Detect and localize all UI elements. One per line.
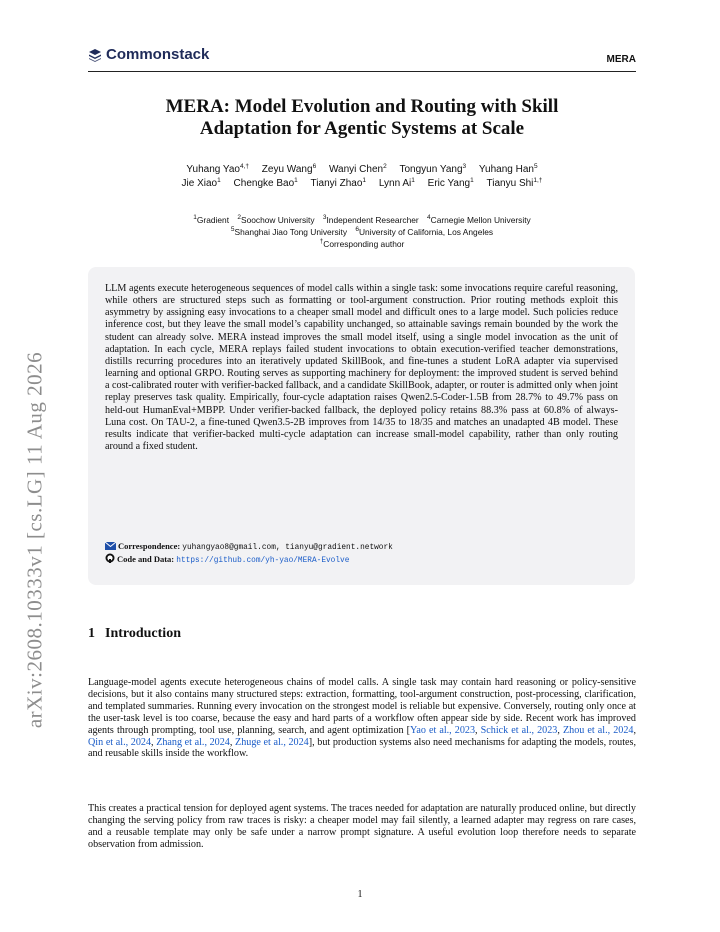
affiliation: $^4$Carnegie Mellon University: [427, 214, 531, 225]
section-number: 1: [88, 626, 95, 641]
code-line: [105, 553, 349, 567]
author: Yuhang Yao$^{4,\dagger}$: [186, 163, 250, 175]
code-url-link[interactable]: https://github.com/yh-yao/MERA-Evolve: [176, 557, 350, 565]
citation-link[interactable]: Zhuge et al., 2024: [235, 736, 309, 748]
affiliation: $^3$Independent Researcher: [322, 214, 419, 225]
title-line-1: MERA: Model Evolution and Routing with Skill: [165, 96, 559, 117]
author: Lynn Ai$^1$: [378, 177, 415, 189]
logo-icon: [88, 48, 102, 62]
paper-title: [88, 96, 636, 140]
abstract-box: [88, 267, 635, 585]
title-line-2: Adaptation for Agentic Systems at Scale: [199, 118, 525, 139]
author: Chengke Bao$^1$: [233, 177, 298, 189]
page-header: [88, 45, 636, 72]
mail-icon: [105, 542, 116, 550]
running-title: MERA: [606, 54, 636, 65]
author: Tianyi Zhao$^1$: [310, 177, 367, 189]
author-row-2: [88, 177, 636, 191]
citation-link[interactable]: Yao et al., 2023: [410, 724, 476, 736]
affiliation-row-2: [88, 226, 636, 238]
affiliation-row-1: [88, 214, 636, 226]
affiliation: $^5$Shanghai Jiao Tong University: [230, 226, 348, 237]
paragraph-2: This creates a practical tension for deployed agent systems. The traces needed for adaptation are naturally produced online, but directly changing the serving policy from raw traces is risky: a cheaper model may fail silently, a learned adapter may regress on rare cases, and a reusable template may only be safe under a narrow prompt signature. A useful evolution loop therefore needs to separate observation from admission.: [88, 803, 636, 850]
github-icon: [105, 553, 115, 563]
paragraph-1: Language-model agents execute heterogeneous chains of model calls. A single task may contain hard reasoning or policy-sensitive decisions, but it also contains many structured steps: extraction, formatting, tool-argument construction, post-processing, clarification, and templated summaries. Running every invocation on the strongest model is reliable but expensive. Conversely, routing only once at the user-task level is too coarse, because the easy and hard parts of a workflow often appear side by side. Recent work has improved agents through prompting, tool use, planning, search, and agent optimization [Yao et al., 2023, Schick et al., 2023, Zhou et al., 2024, Qin et al., 2024, Zhang et al., 2024, Zhuge et al., 2024], but production systems also need mechanisms for adapting the models, routes, and reusable skills inside the workflow.: [88, 677, 637, 760]
correspondence-label: Correspondence:: [118, 541, 181, 551]
affiliation: $^6$University of California, Los Angeles: [355, 226, 494, 237]
page-number: 1: [357, 889, 363, 900]
arxiv-watermark: [4, 330, 66, 750]
author: Zeyu Wang$^6$: [261, 163, 317, 175]
citation-link[interactable]: Schick et al., 2023: [480, 724, 558, 736]
author: Tongyun Yang$^3$: [399, 163, 467, 175]
code-label: Code and Data:: [117, 554, 175, 564]
corresponding-note: †Corresponding author: [319, 238, 405, 249]
author-list: [88, 163, 636, 191]
author: Yuhang Han$^5$: [478, 163, 538, 175]
citation-link[interactable]: Zhou et al., 2024: [562, 724, 634, 736]
affiliations: [88, 214, 636, 250]
affiliation: $^2$Soochow University: [237, 214, 315, 225]
section-title: Introduction: [105, 626, 181, 641]
abstract-text: LLM agents execute heterogeneous sequences of model calls within a single task: some invocations require careful reasoning, while others are structured steps such as formatting or tool-argument construction. Prior routing methods exploit this asymmetry by assigning easy invocations to a cheaper small model and difficult ones to a large model. Such policies reduce inference cost, but they leave the small model’s capability unchanged, so attainable savings remain bounded by the work the student can already solve. MERA instead improves the small model itself, using a single model invocation as the unit of adaptation. In each cycle, MERA replays failed student invocations to obtain execution-verified teacher demonstrations, distills recurring procedures into an iteratively updated SkillBook, and fine-tunes a student LoRA adapter via supervised learning and optional GRPO. Routing serves as supporting machinery for deployment: the improved student is served behind a cost-calibrated router with verifier-backed fallback, and a candidate SkillBook, adapter, or router is admitted only when joint replay preserves task quality. Empirically, four-cycle adaptation raises Qwen2.5-Coder-1.5B from 28.7% to 49.7% pass on held-out HumanEval+MBPP. Under verifier-backed fallback, the deployed policy retains 88.3% pass at 60.8% of always-Luna cost. On TAU-2, a fine-tuned Qwen3.5-2B improves from 14/35 to 18/35 and matches an unadapted 4B model. These results indicate that verifier-backed multi-cycle adaptation can increase small-model capability, rather than only routing around a fixed student.: [105, 283, 618, 453]
citation-link[interactable]: Qin et al., 2024: [88, 736, 152, 748]
correspondence-emails[interactable]: yuhangyao8@gmail.com, tianyu@gradient.network: [182, 544, 393, 552]
author: Eric Yang$^1$: [427, 177, 474, 189]
arxiv-id: arXiv:2608.10333v1 [cs.LG] 11 Aug 2026: [22, 351, 47, 729]
author-row-1: [88, 163, 636, 177]
correspondence-line: [105, 540, 393, 554]
affiliation: $^1$Gradient: [193, 214, 230, 225]
brand-logo: [88, 46, 209, 63]
brand-name: Commonstack: [106, 46, 210, 63]
author: Wanyi Chen$^2$: [328, 163, 387, 175]
author: Tianyu Shi$^{1,\dagger}$: [486, 177, 543, 189]
author: Jie Xiao$^1$: [181, 177, 221, 189]
citation-link[interactable]: Zhang et al., 2024: [156, 736, 230, 748]
section-heading: [88, 626, 181, 642]
